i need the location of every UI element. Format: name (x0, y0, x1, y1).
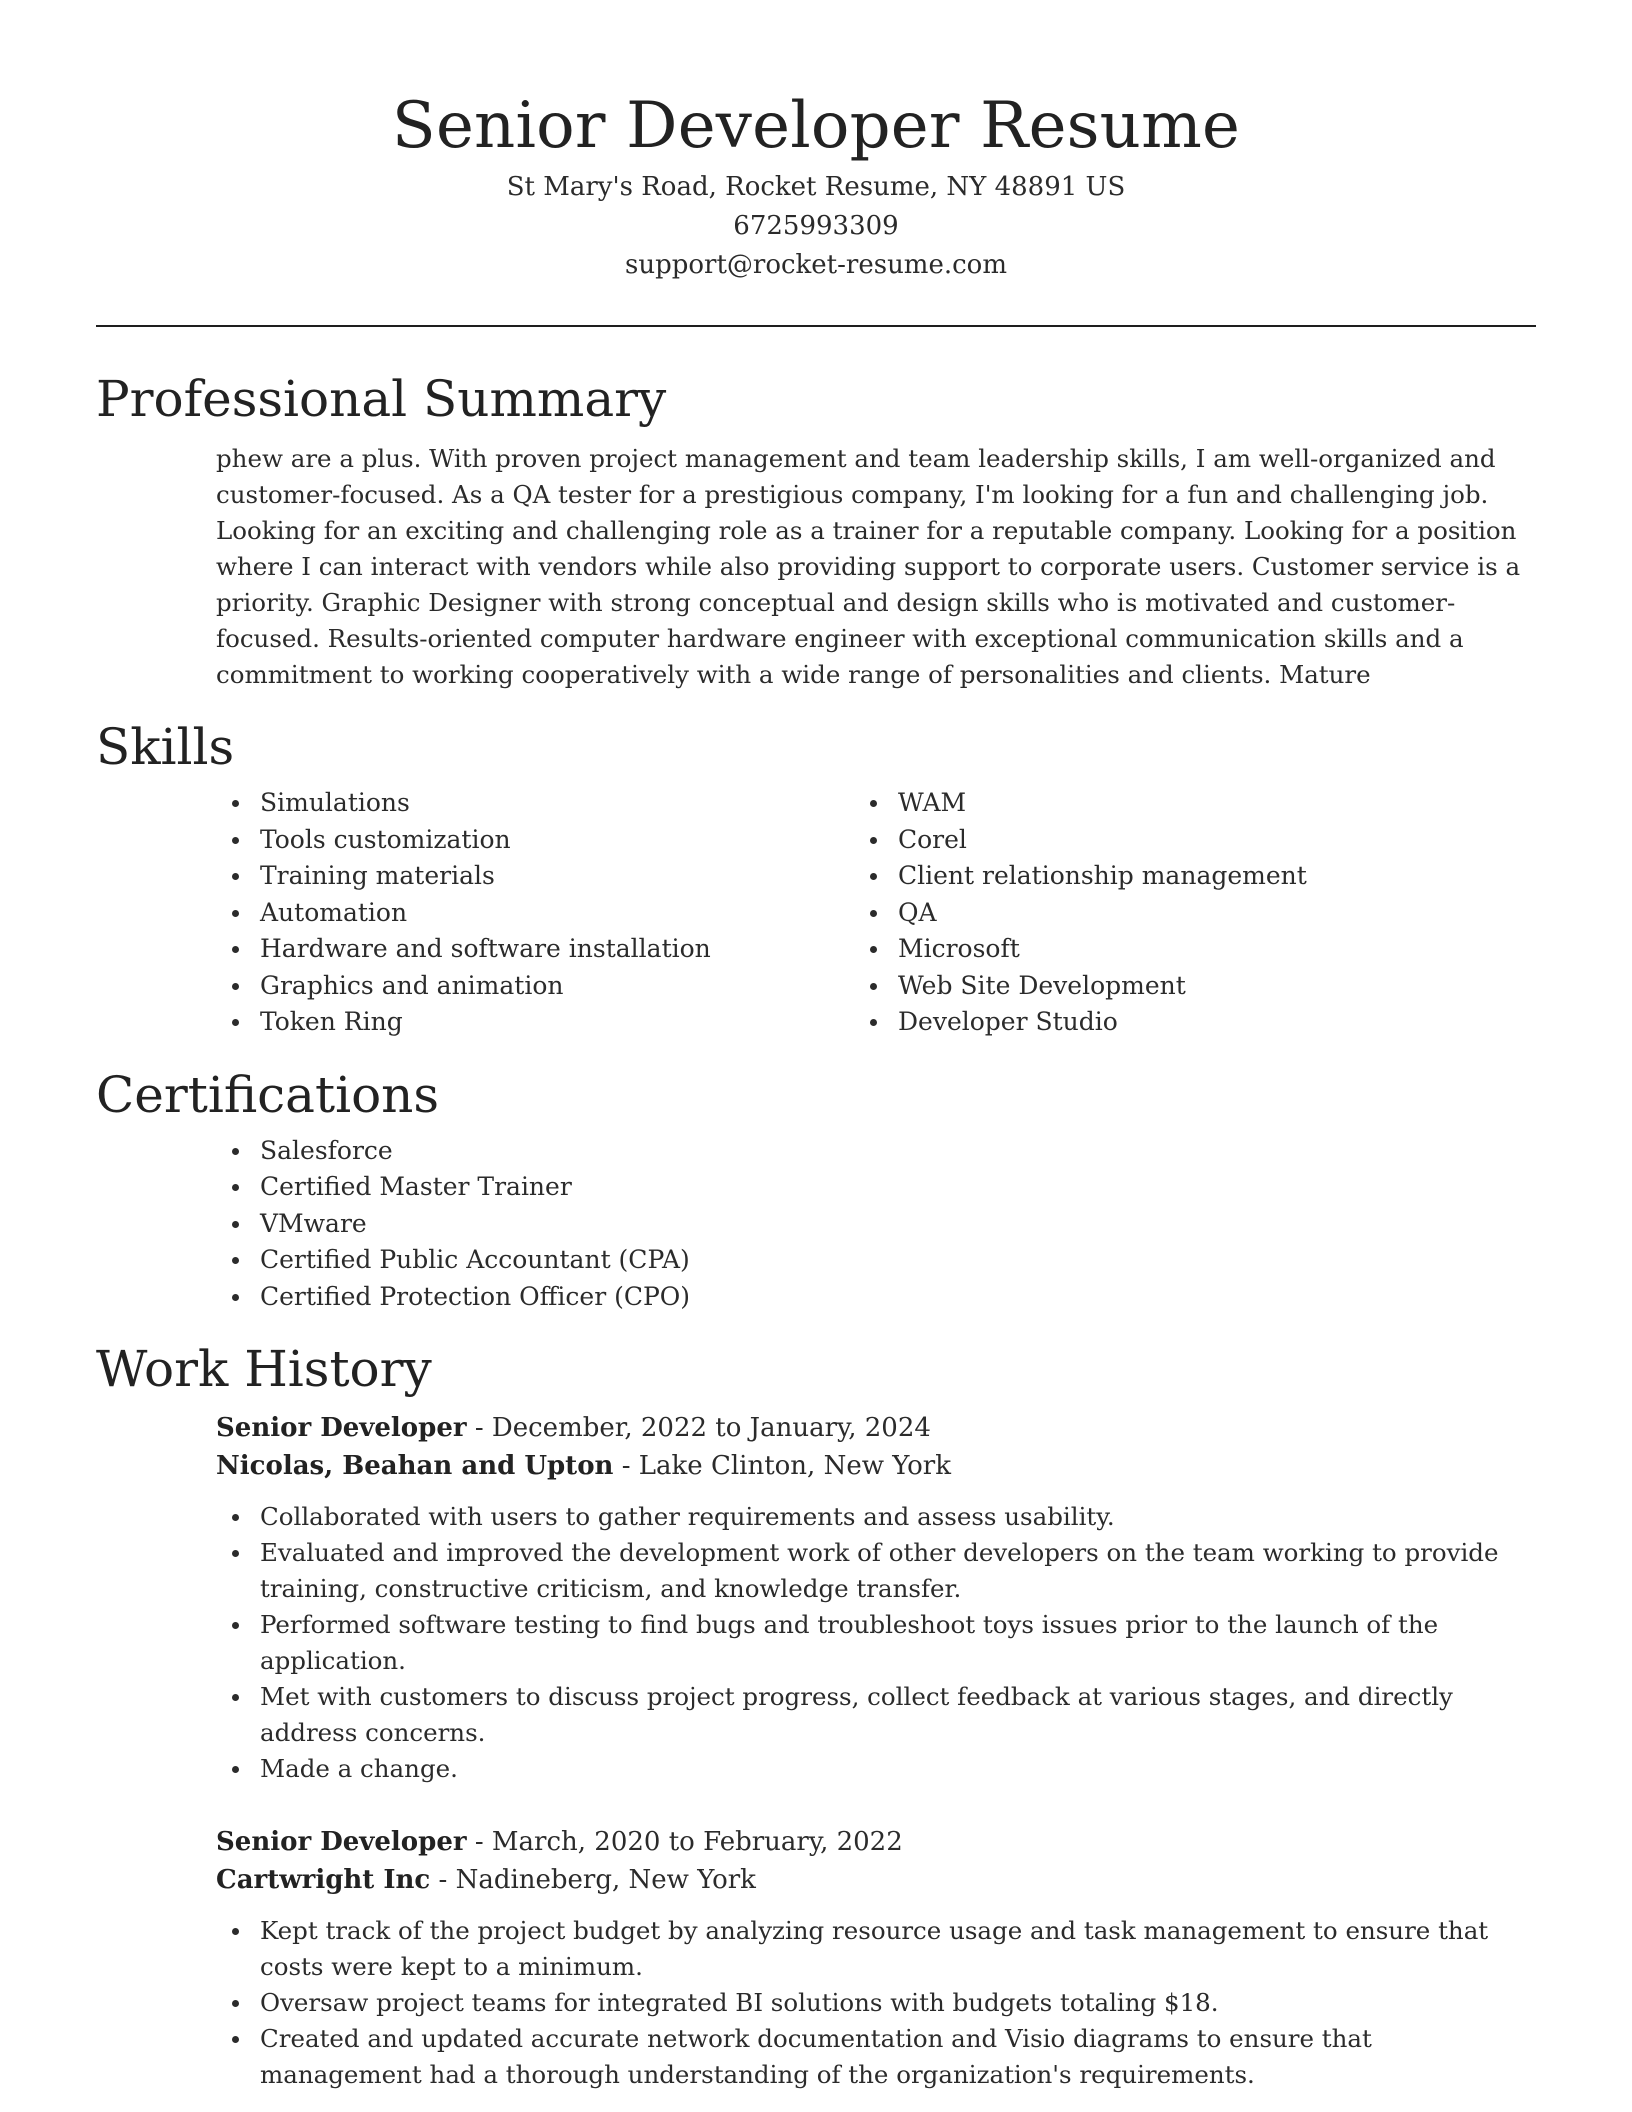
certification-item: VMware (260, 1206, 1536, 1243)
certifications-section (96, 1063, 1536, 1316)
skills-list-left (96, 785, 898, 1041)
job-location: - Nadineberg, New York (430, 1865, 756, 1895)
job-duty: Oversaw project teams for integrated BI solutions with budgets totaling $18. (260, 1985, 1536, 2021)
job-position: Senior Developer (216, 1827, 467, 1857)
job-duty: Collaborated with users to gather requirements and assess usability. (260, 1499, 1536, 1535)
job-duty: Kept track of the project budget by analyzing resource usage and task management to ensure that costs were kept to a minimum. (260, 1913, 1536, 1985)
skill-item: Token Ring (260, 1004, 898, 1041)
summary-section (96, 367, 1536, 693)
job-duty: Created and updated accurate network documentation and Visio diagrams to ensure that management had a thorough understanding of the organization's requirements. (260, 2021, 1536, 2093)
summary-text: phew are a plus. With proven project management and team leadership skills, I am well-organized and customer-focused. As a QA tester for a prestigious company, I'm looking for a fun and challenging job. Looking for an exciting and challenging role as a trainer for a reputable company. Looking for a position where I can interact with vendors while also providing support to corporate users. Customer service is a priority. Graphic Designer with strong conceptual and design skills who is motivated and customer-focused. Results-oriented computer hardware engineer with exceptional communication skills and a commitment to working cooperatively with a wide range of personalities and clients. Mature (216, 444, 1521, 689)
skills-list-right (898, 785, 1536, 1041)
job-location: - Lake Clinton, New York (613, 1451, 951, 1481)
job-title-line (216, 1823, 1536, 1861)
skill-item: Tools customization (260, 822, 898, 859)
resume-title: Senior Developer Resume (391, 89, 1241, 163)
job-title-line (216, 1409, 1536, 1447)
job-entry (216, 1823, 1536, 2093)
certifications-heading: Certifications (96, 1065, 440, 1124)
skill-item: Automation (260, 895, 898, 932)
job-duties-list (216, 1913, 1536, 2093)
job-duty: Evaluated and improved the development work of other developers on the team working to provide training, constructive criticism, and knowledge transfer. (260, 1535, 1536, 1607)
skills-grid (96, 785, 1536, 1041)
skill-item: Graphics and animation (260, 968, 898, 1005)
summary-heading: Professional Summary (96, 370, 667, 428)
email: support@rocket-resume.com (624, 250, 1007, 280)
certifications-list (96, 1133, 1536, 1316)
work-history-heading: Work History (96, 1340, 432, 1398)
resume-page (96, 0, 1536, 2093)
job-company-line (216, 1447, 1536, 1485)
certification-item: Certified Protection Officer (CPO) (260, 1279, 1536, 1316)
job-dates: - March, 2020 to February, 2022 (466, 1827, 903, 1857)
job-duty: Met with customers to discuss project progress, collect feedback at various stages, and directly address concerns. (260, 1679, 1536, 1751)
skill-item: Microsoft (898, 931, 1536, 968)
work-history-section (96, 1337, 1536, 2093)
skill-item: Developer Studio (898, 1004, 1536, 1041)
phone: 6725993309 (733, 211, 899, 241)
skill-item: Training materials (260, 858, 898, 895)
job-duty: Made a change. (260, 1751, 1536, 1787)
certification-item: Certified Master Trainer (260, 1169, 1536, 1206)
skill-item: WAM (898, 785, 1536, 822)
skill-item: Web Site Development (898, 968, 1536, 1005)
job-duties-list (216, 1499, 1536, 1787)
skill-item: Hardware and software installation (260, 931, 898, 968)
job-entry (216, 1409, 1536, 1787)
skill-item: Simulations (260, 785, 898, 822)
skill-item: Corel (898, 822, 1536, 859)
header-divider (96, 325, 1536, 327)
job-position: Senior Developer (216, 1413, 467, 1443)
job-company: Cartwright Inc (216, 1865, 431, 1895)
job-dates: - December, 2022 to January, 2024 (466, 1413, 931, 1443)
job-company-line (216, 1861, 1536, 1899)
resume-header (96, 0, 1536, 285)
skills-section (96, 715, 1536, 1041)
job-duty: Performed software testing to find bugs and troubleshoot toys issues prior to the launch of the application. (260, 1607, 1536, 1679)
skill-item: QA (898, 895, 1536, 932)
skill-item: Client relationship management (898, 858, 1536, 895)
skills-heading: Skills (96, 718, 235, 776)
certification-item: Salesforce (260, 1133, 1536, 1170)
job-company: Nicolas, Beahan and Upton (216, 1451, 614, 1481)
address: St Mary's Road, Rocket Resume, NY 48891 US (506, 172, 1126, 202)
certification-item: Certified Public Accountant (CPA) (260, 1242, 1536, 1279)
